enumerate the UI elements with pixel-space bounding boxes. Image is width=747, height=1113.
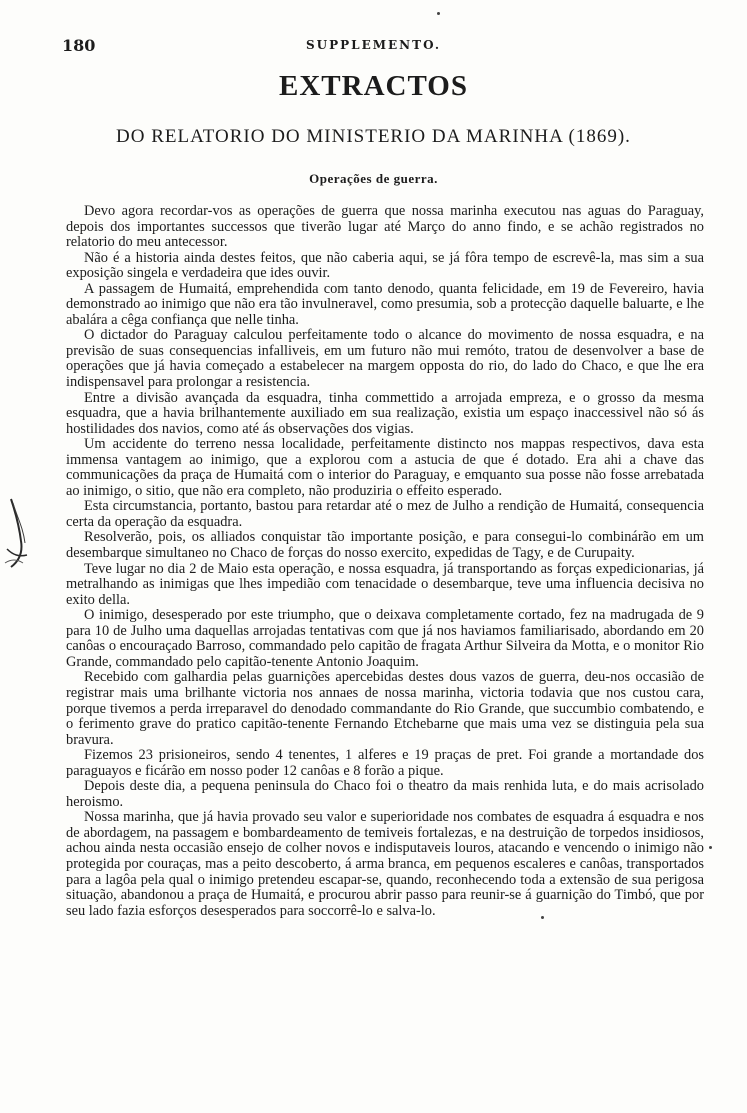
paragraph: A passagem de Humaitá, emprehendida com tanto denodo, quanta felicidade, em 19 de Fevereiro, havia demonstrado ao inimigo que não era tão invulneravel, como presumia, sob a protecção daquelle baluarte, e lhe abalára a cêga confiança que nelle tinha. [66, 280, 704, 328]
ink-speck [709, 846, 712, 849]
paragraph: O dictador do Paraguay calculou perfeitamente todo o alcance do movimento de nossa esquadra, e na previsão de suas consequencias infalliveis, em um futuro não mui remóto, tratou de desenvolver a base de operações que já havia começado a estabelecer na margem opposta do rio, do lado do Chaco, e que lhe era indispensavel para prolongar a resistencia. [66, 327, 704, 391]
page-number: 180 [62, 36, 96, 55]
section-heading: Operações de guerra. [309, 171, 438, 186]
paragraph: Teve lugar no dia 2 de Maio esta operação, e nossa esquadra, já transportando as forças expedicionarias, já metralhando as inimigas que lhes impedião com tenacidade o desembarque, teve uma influencia decisiva no exito della. [66, 560, 704, 608]
paragraph: Recebido com galhardia pelas guarnições apercebidas destes dous vazos de guerra, deu-nos occasião de registrar mais uma brilhante victoria nos annaes de nossa marinha, victoria todavia que nos custou cara, porque tivemos a perda irreparavel do denodado commandante do Rio Grande, que succumbio combatendo, e o ferimento grave do pratico capitão-tenente Fernando Etchebarne que mais uma vez se distinguia pela sua bravura. [66, 669, 704, 748]
paragraph: Depois deste dia, a pequena peninsula do Chaco foi o theatro da mais renhida luta, e do mais acrisolado heroismo. [66, 778, 704, 810]
paragraph: Um accidente do terreno nessa localidade, perfeitamente distincto nos mappas respectivos, dava esta immensa vantagem ao inimigo, que a explorou com a astucia de que é dotado. Era ahi a chave das communicações da praça de Humaitá com o interior do Paraguay, e emquanto sua posse não fosse arrebatada ao inimigo, o sitio, que não era completo, não produziria o effeito esperado. [66, 436, 704, 499]
paragraph: O inimigo, desesperado por este triumpho, que o deixava completamente cortado, fez na madrugada de 9 para 10 de Julho uma daquellas arrojadas tentativas com que já nos haviamos familiarisado, abordando em 20 canôas o encouraçado Barroso, commandado pelo capitão de fragata Arthur Silveira da Motta, e o monitor Rio Grande, commandado pelo capitão-tenente Antonio Joaquim. [66, 607, 704, 670]
ink-speck [437, 12, 440, 15]
paragraph: Não é a historia ainda destes feitos, que não caberia aqui, se já fôra tempo de escrevê-la, mas sim a sua exposição singela e verdadeira que ides ouvir. [66, 249, 704, 282]
paragraph: Esta circumstancia, portanto, bastou para retardar até o mez de Julho a rendição de Humaitá, consequencia certa da operação da esquadra. [66, 498, 704, 530]
paragraph: Entre a divisão avançada da esquadra, tinha commettido a arrojada empreza, e o grosso da mesma esquadra, que a havia brilhantemente auxiliado em sua realização, existia um espaço inaccessivel não só ás hostilidades dos navios, como até ás observações dos vigias. [66, 389, 704, 437]
paragraph: Nossa marinha, que já havia provado seu valor e superioridade nos combates de esquadra á esquadra e nos de abordagem, na passagem e bombardeamento de temiveis fortalezas, e na destruição de torpedos insidiosos, achou ainda nesta occasião ensejo de colher novos e indisputaveis louros, atacando e vencendo o inimigo não protegida por couraças, mas a peito descoberto, á arma branca, em pequenos escaleres e canôas, transportados para a lagôa pela qual o inimigo pretendeu escapar-se, quando, reconhecendo toda a extensão de sua perigosa situação, abandonou a praça de Humaitá, e procurou abrir passo para reunir-se á guarnição do Timbó, que por seu lado fazia esforços desesperados para soccorrê-lo e salva-lo. [66, 809, 704, 919]
paragraph: Resolverão, pois, os alliados conquistar tão importante posição, e para consegui-lo combinárão em um desembarque simultaneo no Chaco de forças do nosso exercito, expedidas de Tagy, e de Curupaity. [66, 529, 704, 562]
body-text [66, 204, 704, 919]
ink-speck [541, 916, 544, 919]
report-subtitle: DO RELATORIO DO MINISTERIO DA MARINHA (1869). [116, 126, 631, 147]
page-title: EXTRACTOS [279, 70, 468, 102]
paragraph: Devo agora recordar-vos as operações de guerra que nossa marinha executou nas aguas do Paraguay, depois dos importantes successos que tiverão lugar até Março do anno findo, e se achão registrados no relatorio do meu antecessor. [66, 203, 704, 251]
paragraph: Fizemos 23 prisioneiros, sendo 4 tenentes, 1 alferes e 19 praças de pret. Foi grande a mortandade dos paraguayos e ficárão em nosso poder 12 canôas e 8 forão a pique. [66, 747, 704, 779]
margin-stamp-mark [3, 497, 33, 569]
running-head: SUPPLEMENTO. [305, 38, 442, 52]
